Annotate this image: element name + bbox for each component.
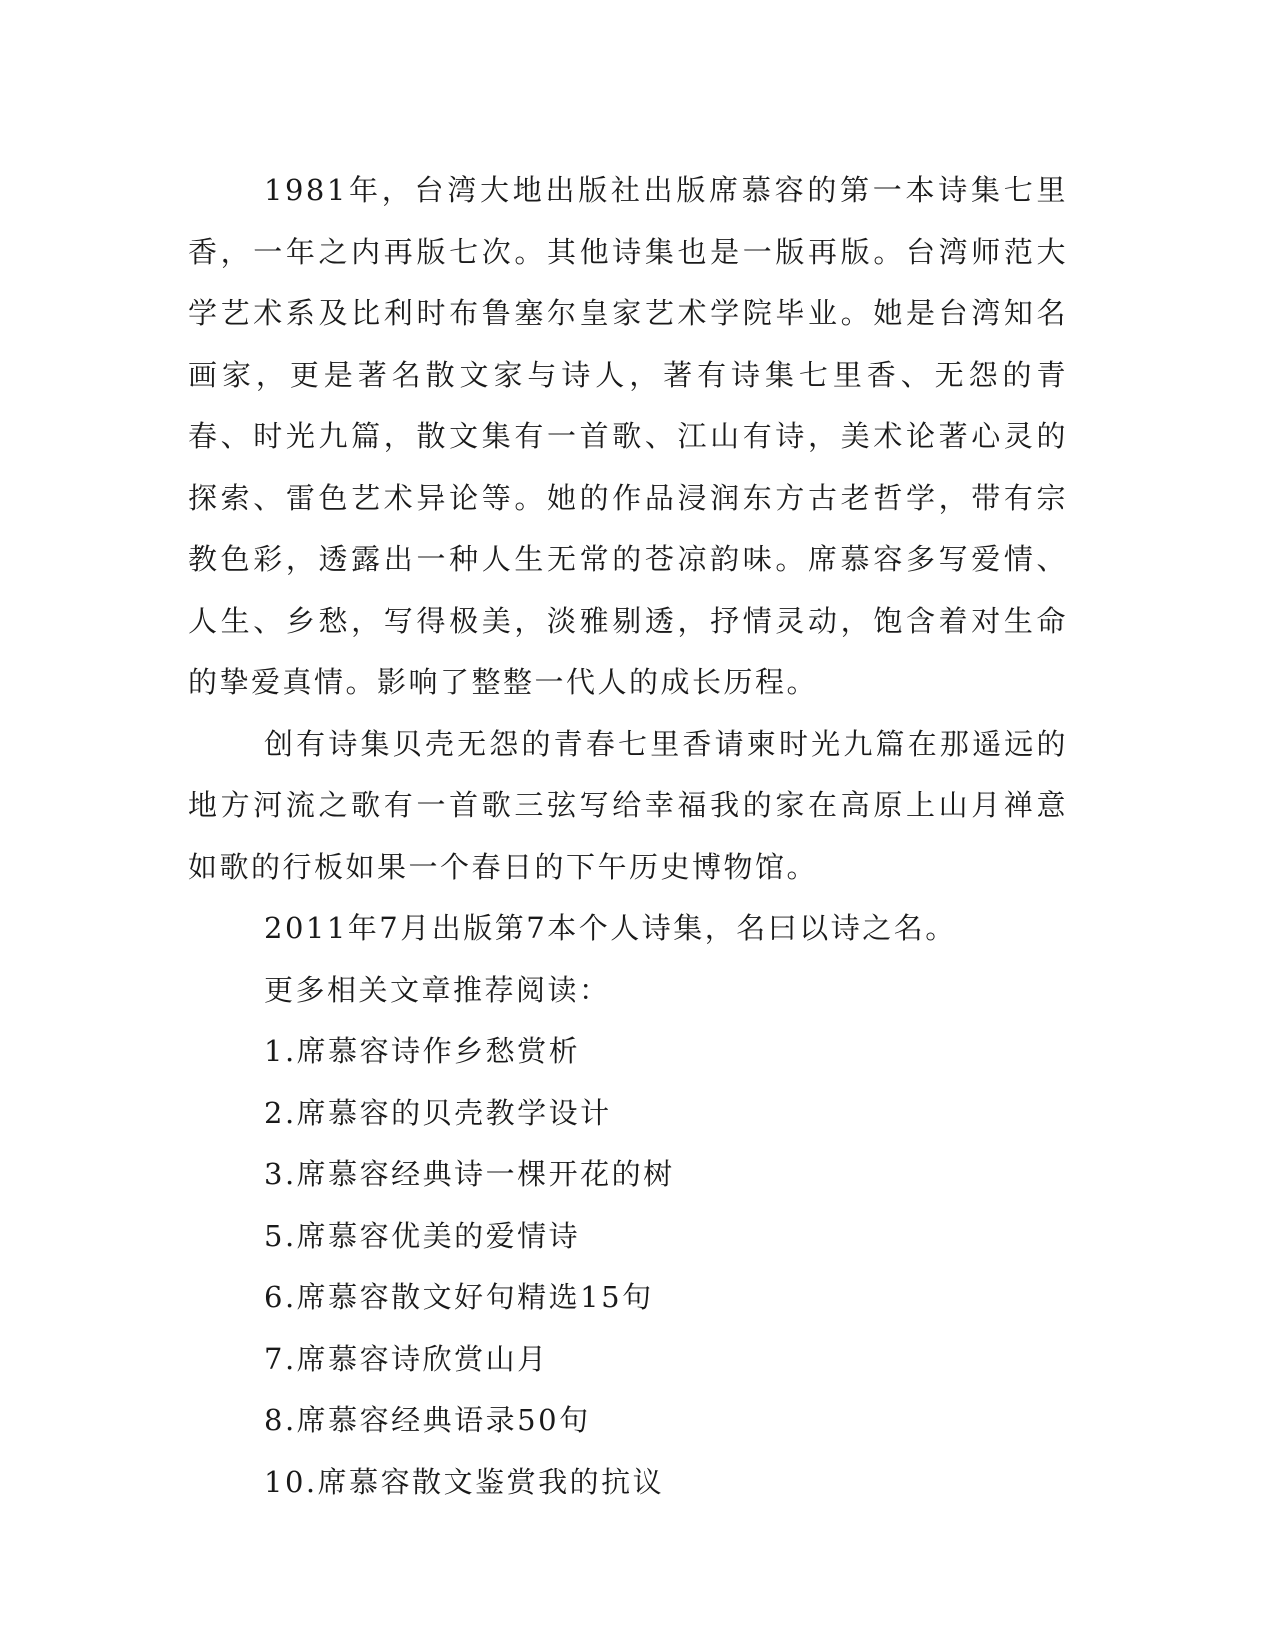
paragraph-works: 创有诗集贝壳无怨的青春七里香请柬时光九篇在那遥远的地方河流之歌有一首歌三弦写给幸福我的家在高原上山月禅意如歌的行板如果一个春日的下午历史博物馆。 [188, 726, 1068, 884]
related-article-item: 7.席慕容诗欣赏山月 [264, 1341, 549, 1376]
document-body [188, 160, 1068, 1513]
related-heading: 更多相关文章推荐阅读： [264, 972, 611, 1007]
related-article-item: 3.席慕容经典诗一棵开花的树 [264, 1157, 675, 1191]
paragraph-biography: 1981年，台湾大地出版社出版席慕容的第一本诗集七里香，一年之内再版七次。其他诗集也是一版再版。台湾师范大学艺术系及比利时布鲁塞尔皇家艺术学院毕业。她是台湾知名画家，更是著名散文家与诗人，著有诗集七里香、无怨的青春、时光九篇，散文集有一首歌、江山有诗，美术论著心灵的探索、雷色艺术异论等。她的作品浸润东方古老哲学，带有宗教色彩，透露出一种人生无常的苍凉韵味。席慕容多写爱情、人生、乡愁，写得极美，淡雅剔透，抒情灵动，饱含着对生命的挚爱真情。影响了整整一代人的成长历程。 [188, 173, 1068, 699]
related-article-item: 5.席慕容优美的爱情诗 [264, 1218, 581, 1253]
related-article-item: 8.席慕容经典语录50句 [264, 1403, 591, 1437]
paragraph-2011: 2011年7月出版第7本个人诗集，名曰以诗之名。 [264, 911, 957, 945]
related-articles-list [188, 1021, 1068, 1513]
related-article-item: 1.席慕容诗作乡愁赏析 [264, 1034, 581, 1068]
related-article-item: 2.席慕容的贝壳教学设计 [264, 1095, 612, 1130]
related-article-item: 10.席慕容散文鉴赏我的抗议 [264, 1464, 665, 1499]
related-article-item: 6.席慕容散文好句精选15句 [264, 1280, 654, 1314]
